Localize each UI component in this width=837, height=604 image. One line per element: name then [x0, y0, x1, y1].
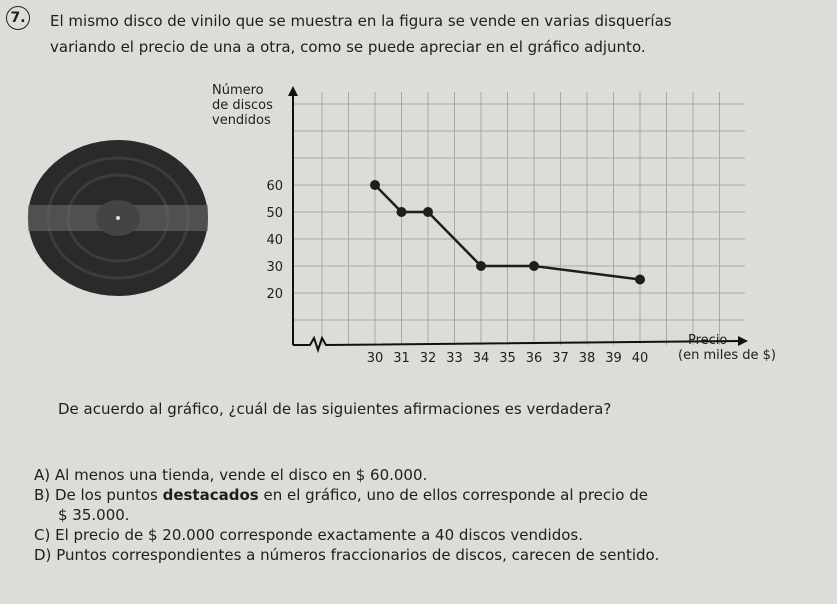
option-a[interactable] [34, 466, 427, 484]
y-tick-label: 40 [266, 233, 283, 248]
x-tick-label: 40 [631, 351, 649, 366]
option-letter: C) [34, 526, 51, 544]
option-letter: A) [34, 466, 51, 484]
intro-line-1: El mismo disco de vinilo que se muestra en la figura se vende en varias disquerías [50, 12, 672, 30]
x-label-line: (en miles de $) [678, 348, 776, 363]
x-tick-label: 38 [578, 351, 596, 366]
option-letter: D) [34, 546, 52, 564]
question-number: 7. [6, 6, 30, 30]
x-tick-label: 32 [419, 351, 437, 366]
y-tick-label: 30 [266, 260, 283, 275]
y-axis-arrow [288, 86, 298, 96]
x-tick-label: 34 [472, 351, 490, 366]
option-text: Al menos una tienda, vende el disco en $ 60.000. [54, 466, 428, 484]
x-axis-label [678, 333, 776, 363]
y-tick-label: 50 [266, 206, 283, 221]
y-tick-label: 20 [266, 287, 283, 302]
option-text: Puntos correspondientes a números fraccionarios de discos, carecen de sentido. [56, 546, 660, 564]
x-tick-label: 30 [366, 351, 384, 366]
y-label-line: de discos [212, 98, 273, 113]
option-c[interactable] [34, 526, 583, 544]
option-b[interactable] [34, 486, 648, 504]
x-tick-label: 31 [393, 351, 410, 366]
x-tick-label: 33 [446, 351, 463, 366]
data-point [476, 261, 486, 271]
option-bold-text: destacados [162, 486, 259, 504]
data-point [370, 180, 380, 190]
data-point [397, 207, 407, 217]
option-d[interactable] [34, 546, 659, 564]
y-label-line: Número [212, 83, 264, 98]
option-text: De los puntos [54, 486, 163, 504]
x-label-line: Precio [688, 333, 728, 348]
option-b-line-2: $ 35.000. [58, 506, 130, 524]
question-prompt: De acuerdo al gráfico, ¿cuál de las siguientes afirmaciones es verdadera? [58, 400, 612, 418]
intro-line-2: variando el precio de una a otra, como se puede apreciar en el gráfico adjunto. [50, 38, 646, 56]
x-tick-label: 37 [552, 351, 569, 366]
y-tick-label: 60 [266, 179, 283, 194]
x-tick-label: 35 [499, 351, 516, 366]
y-label-line: vendidos [212, 113, 271, 128]
x-axis [293, 338, 740, 350]
x-tick-label: 36 [525, 351, 543, 366]
option-letter: B) [34, 486, 51, 504]
data-point [635, 275, 645, 285]
y-axis-label [212, 83, 273, 128]
x-tick-label: 39 [605, 351, 622, 366]
data-point [529, 261, 539, 271]
option-text: El precio de $ 20.000 corresponde exactamente a 40 discos vendidos. [55, 526, 583, 544]
data-point [423, 207, 433, 217]
option-text: en el gráfico, uno de ellos corresponde al precio de [258, 486, 649, 504]
